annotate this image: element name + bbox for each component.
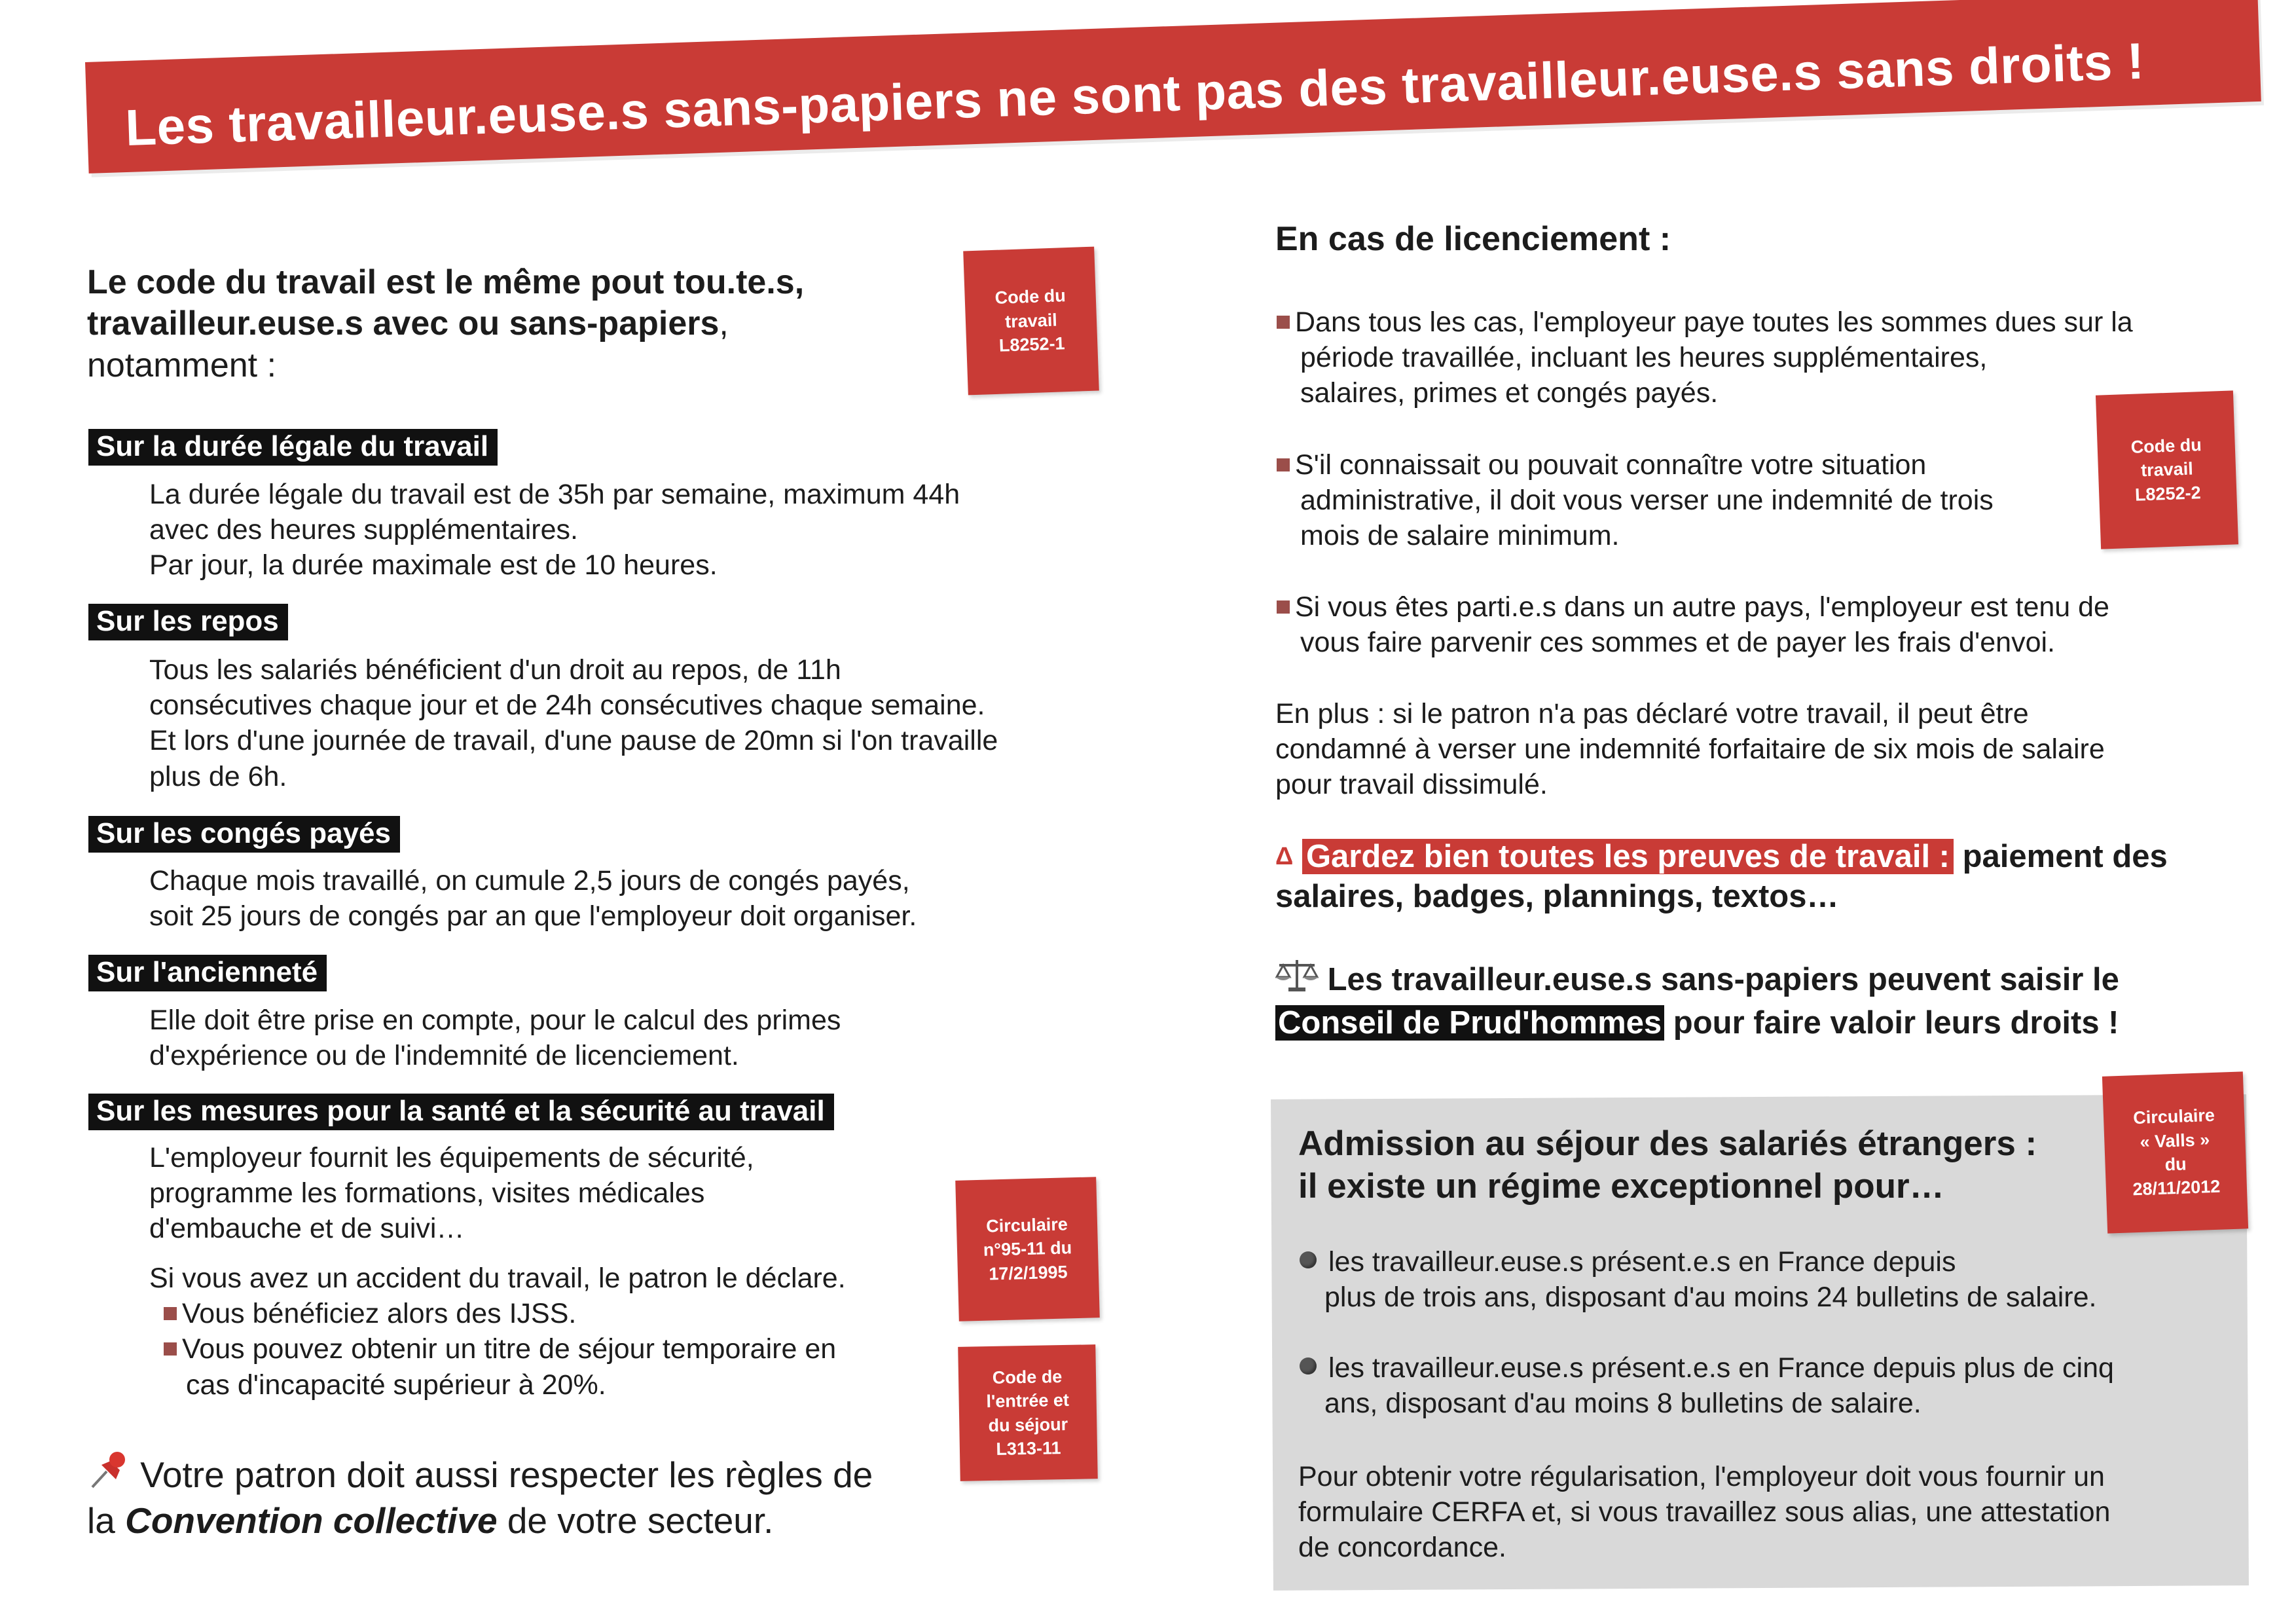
text-line: d'expérience ou de l'indemnité de licenciement. xyxy=(149,1040,739,1072)
text-line: Si vous êtes parti.e.s dans un autre pays, l'employeur est tenu de xyxy=(1295,591,2109,623)
section-repos xyxy=(88,604,288,640)
intro-line-3: notamment : xyxy=(87,346,277,384)
admission-footer xyxy=(1298,1459,2234,1566)
text-line: les travailleur.euse.s présent.e.s en France depuis xyxy=(1328,1246,1956,1278)
text-line: les travailleur.euse.s présent.e.s en France depuis plus de cinq xyxy=(1328,1352,2114,1384)
text-line: consécutives chaque jour et de 24h consécutives chaque semaine. xyxy=(149,690,985,722)
section-label: Sur les repos xyxy=(88,604,288,640)
tag-line: 17/2/1995 xyxy=(989,1262,1068,1284)
tag-line: Code du xyxy=(2130,434,2202,457)
text-line: Elle doit être prise en compte, pour le calcul des primes xyxy=(149,1005,841,1036)
text-line: formulaire CERFA et, si vous travaillez sous alias, une attestation xyxy=(1298,1496,2111,1528)
tag-line: Circulaire xyxy=(985,1214,1068,1236)
section-label: Sur les mesures pour la santé et la sécurité au travail xyxy=(88,1094,834,1130)
intro-line-2: travailleur.euse.s avec ou sans-papiers xyxy=(87,304,720,343)
tag-line: travail xyxy=(1004,310,1058,332)
section-sante-securite xyxy=(88,1094,834,1130)
text-line: Admission au séjour des salariés étrangers : xyxy=(1298,1124,2037,1163)
text-line: Dans tous les cas, l'employeur paye toutes les sommes dues sur la xyxy=(1295,306,2133,338)
text-line: de concordance. xyxy=(1298,1532,1506,1564)
text-line: La durée légale du travail est de 35h par semaine, maximum 44h xyxy=(149,479,960,510)
section-label: Sur les congés payés xyxy=(88,816,400,853)
section-conges-text xyxy=(149,863,1164,934)
intro-comma: , xyxy=(719,304,729,343)
licenciement-bullet-2 xyxy=(1277,447,2128,554)
section-repos-text xyxy=(149,652,1164,794)
section-duree-legale xyxy=(88,429,498,466)
admission-item-1 xyxy=(1300,1244,2236,1315)
text-line: condamné à verser une indemnité forfaitaire de six mois de salaire xyxy=(1275,733,2105,766)
text-line: Vous pouvez obtenir un titre de séjour temporaire en xyxy=(182,1333,837,1365)
text-line: d'embauche et de suivi… xyxy=(149,1213,465,1245)
text-line: la xyxy=(87,1500,126,1541)
text-line: Vous bénéficiez alors des IJSS. xyxy=(182,1298,577,1330)
text-line: pour faire valoir leurs droits ! xyxy=(1664,1005,2119,1041)
intro-line-1: Le code du travail est le même pout tou.te.s, xyxy=(87,263,805,301)
intro-text xyxy=(87,262,938,386)
tag-line: L8252-2 xyxy=(2134,482,2202,505)
licenciement-plus xyxy=(1275,696,2244,803)
warning-triangle-icon: Δ xyxy=(1275,843,1294,870)
prudhommes-highlight: Conseil de Prud'hommes xyxy=(1275,1005,1664,1041)
text-line: S'il connaissait ou pouvait connaître votre situation xyxy=(1295,449,1927,481)
text-line: pour travail dissimulé. xyxy=(1275,769,1548,801)
tag-line: du xyxy=(2164,1154,2187,1175)
convention-note xyxy=(87,1450,1004,1544)
text-line: administrative, il doit vous verser une indemnité de trois xyxy=(1300,485,1994,517)
square-bullet-icon xyxy=(164,1342,177,1356)
text-line: ans, disposant d'au moins 8 bulletins de salaire. xyxy=(1324,1388,1922,1420)
text-line: soit 25 jours de congés par an que l'employeur doit organiser. xyxy=(149,900,917,932)
tag-line: du séjour xyxy=(988,1414,1068,1435)
tag-line: L313-11 xyxy=(996,1438,1061,1459)
accident-text xyxy=(149,1261,1000,1403)
text-line: avec des heures supplémentaires. xyxy=(149,514,578,546)
tag-line: L8252-1 xyxy=(998,333,1066,356)
accident-bullet-1 xyxy=(164,1298,576,1329)
round-bullet-icon xyxy=(1300,1357,1317,1375)
text-line: Pour obtenir votre régularisation, l'employeur doit vous fournir un xyxy=(1298,1461,2105,1492)
text-line: En plus : si le patron n'a pas déclaré votre travail, il peut être xyxy=(1275,698,2029,729)
tag-line: Code du xyxy=(994,286,1066,308)
square-bullet-icon xyxy=(1277,458,1290,471)
section-conges xyxy=(88,816,400,853)
tag-line: Code de xyxy=(992,1366,1063,1388)
text-line: Et lors d'une journée de travail, d'une pause de 20mn si l'on travaille xyxy=(149,725,998,757)
section-anciennete xyxy=(88,955,327,991)
text-line: salaires, badges, plannings, textos… xyxy=(1275,878,1839,914)
text-line: il existe un régime exceptionnel pour… xyxy=(1298,1166,1944,1206)
banner-title: Les travailleur.euse.s sans-papiers ne sont pas des travailleur.euse.s sans droits ! xyxy=(124,31,2145,157)
text-line: programme les formations, visites médicales xyxy=(149,1177,705,1209)
tag-line: 28/11/2012 xyxy=(2132,1177,2221,1200)
tag-circulaire-95-11 xyxy=(955,1177,1100,1321)
tag-code-travail-l8252-1 xyxy=(963,247,1099,396)
text-line: Par jour, la durée maximale est de 10 heures. xyxy=(149,549,718,581)
licenciement-bullet-3 xyxy=(1277,589,2246,660)
text-line: cas d'incapacité supérieur à 20%. xyxy=(186,1369,606,1401)
preuves-note xyxy=(1275,837,2244,917)
tag-circulaire-valls xyxy=(2102,1071,2248,1233)
admission-title xyxy=(1298,1123,2149,1208)
section-anciennete-text xyxy=(149,1003,1164,1073)
licenciement-heading: En cas de licenciement : xyxy=(1275,220,1671,258)
text-line: vous faire parvenir ces sommes et de payer les frais d'envoi. xyxy=(1300,627,2056,659)
scales-icon xyxy=(1275,957,1319,993)
tag-code-travail-l8252-2 xyxy=(2096,390,2238,549)
text-line: Les travailleur.euse.s sans-papiers peuvent saisir le xyxy=(1327,962,2119,997)
text-line: plus de 6h. xyxy=(149,760,287,792)
text-line: Si vous avez un accident du travail, le patron le déclare. xyxy=(149,1263,846,1294)
convention-emphasis: Convention collective xyxy=(125,1500,498,1541)
square-bullet-icon xyxy=(1277,316,1290,329)
tag-line: n°95-11 du xyxy=(983,1238,1072,1261)
section-label: Sur la durée légale du travail xyxy=(88,429,498,466)
tag-line: Circulaire xyxy=(2132,1105,2215,1128)
accident-bullet-2 xyxy=(164,1333,836,1365)
text-line: période travaillée, incluant les heures supplémentaires, xyxy=(1300,342,1988,374)
text-line: Tous les salariés bénéficient d'un droit au repos, de 11h xyxy=(149,654,841,686)
section-label: Sur l'ancienneté xyxy=(88,955,327,991)
tag-line: travail xyxy=(2140,458,2194,481)
prudhommes-note xyxy=(1275,957,2257,1044)
admission-item-2 xyxy=(1300,1350,2236,1421)
text-line: plus de trois ans, disposant d'au moins 24 bulletins de salaire. xyxy=(1324,1282,2097,1314)
text-line: salaires, primes et congés payés. xyxy=(1300,377,1719,409)
tag-line: « Valls » xyxy=(2140,1129,2210,1152)
section-sante-securite-text xyxy=(149,1140,935,1247)
preuves-highlight: Gardez bien toutes les preuves de travail : xyxy=(1302,839,1954,874)
text-line: Chaque mois travaillé, on cumule 2,5 jours de congés payés, xyxy=(149,865,910,896)
round-bullet-icon xyxy=(1300,1251,1317,1268)
text-line: paiement des xyxy=(1954,839,2168,874)
text-line: L'employeur fournit les équipements de sécurité, xyxy=(149,1142,754,1173)
tag-line: l'entrée et xyxy=(986,1390,1070,1412)
section-duree-legale-text xyxy=(149,477,1099,583)
square-bullet-icon xyxy=(1277,600,1290,614)
text-line: Votre patron doit aussi respecter les règles de xyxy=(140,1454,873,1495)
text-line: mois de salaire minimum. xyxy=(1300,520,1620,552)
text-line: de votre secteur. xyxy=(497,1500,774,1541)
square-bullet-icon xyxy=(164,1307,177,1320)
pushpin-icon xyxy=(87,1450,130,1490)
